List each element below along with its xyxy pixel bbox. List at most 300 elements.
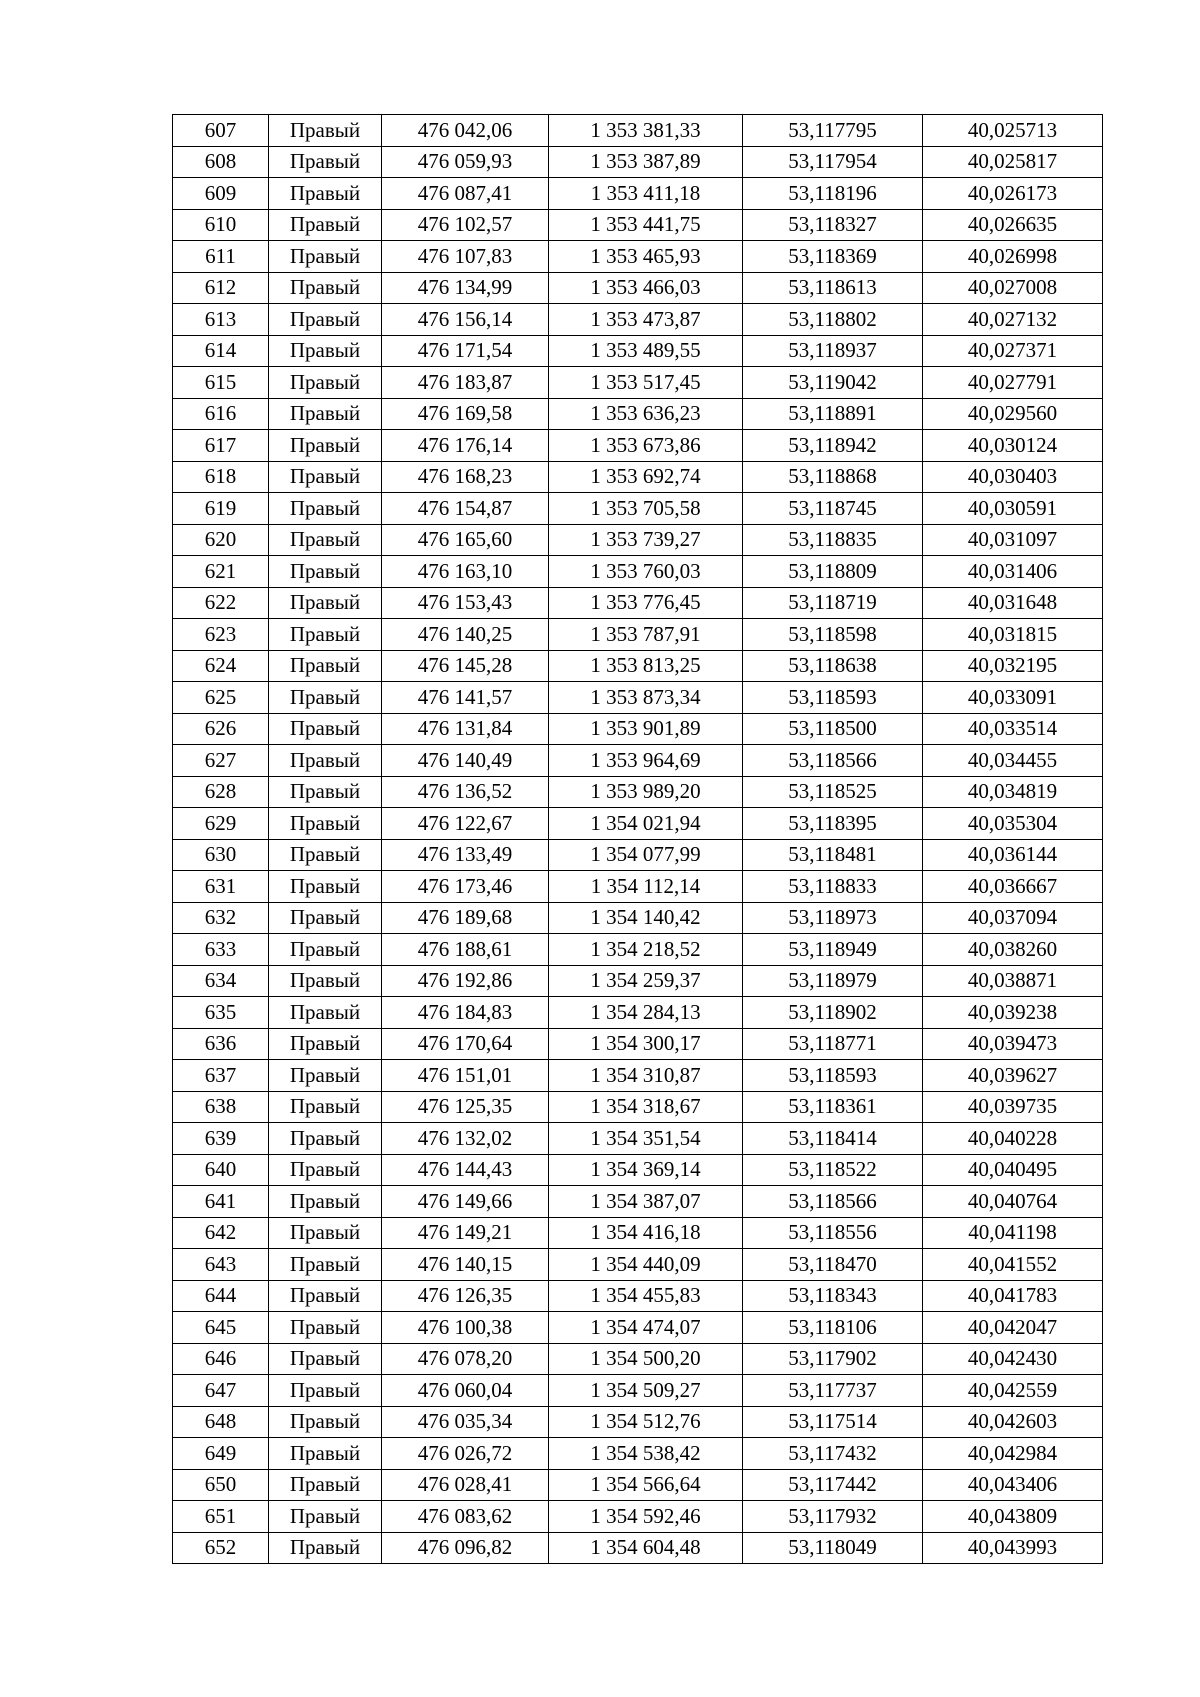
latitude-cell: 53,118902 (743, 997, 923, 1029)
x-coordinate-cell: 476 035,34 (382, 1406, 549, 1438)
x-coordinate-cell: 476 087,41 (382, 178, 549, 210)
table-row (173, 871, 1103, 903)
table-row (173, 1154, 1103, 1186)
latitude-cell: 53,118613 (743, 272, 923, 304)
longitude-cell: 40,041552 (923, 1249, 1103, 1281)
table-row (173, 776, 1103, 808)
point-number-cell: 625 (173, 682, 269, 714)
latitude-cell: 53,118566 (743, 745, 923, 777)
table-row (173, 1123, 1103, 1155)
y-coordinate-cell: 1 354 592,46 (549, 1501, 743, 1533)
bank-side-cell: Правый (269, 1438, 382, 1470)
longitude-cell: 40,042559 (923, 1375, 1103, 1407)
longitude-cell: 40,038871 (923, 965, 1103, 997)
longitude-cell: 40,043406 (923, 1469, 1103, 1501)
table-row (173, 430, 1103, 462)
bank-side-cell: Правый (269, 745, 382, 777)
latitude-cell: 53,117737 (743, 1375, 923, 1407)
y-coordinate-cell: 1 354 500,20 (549, 1343, 743, 1375)
point-number-cell: 641 (173, 1186, 269, 1218)
y-coordinate-cell: 1 353 989,20 (549, 776, 743, 808)
table-row (173, 115, 1103, 147)
bank-side-cell: Правый (269, 682, 382, 714)
longitude-cell: 40,036144 (923, 839, 1103, 871)
table-row (173, 934, 1103, 966)
x-coordinate-cell: 476 176,14 (382, 430, 549, 462)
y-coordinate-cell: 1 354 318,67 (549, 1091, 743, 1123)
latitude-cell: 53,118395 (743, 808, 923, 840)
bank-side-cell: Правый (269, 335, 382, 367)
table-row (173, 1217, 1103, 1249)
table-row (173, 367, 1103, 399)
x-coordinate-cell: 476 168,23 (382, 461, 549, 493)
x-coordinate-cell: 476 173,46 (382, 871, 549, 903)
x-coordinate-cell: 476 136,52 (382, 776, 549, 808)
x-coordinate-cell: 476 149,66 (382, 1186, 549, 1218)
longitude-cell: 40,043993 (923, 1532, 1103, 1564)
longitude-cell: 40,033091 (923, 682, 1103, 714)
bank-side-cell: Правый (269, 430, 382, 462)
table-row (173, 1532, 1103, 1564)
latitude-cell: 53,118525 (743, 776, 923, 808)
longitude-cell: 40,042047 (923, 1312, 1103, 1344)
coordinates-table-body (173, 115, 1103, 1564)
longitude-cell: 40,040764 (923, 1186, 1103, 1218)
y-coordinate-cell: 1 354 455,83 (549, 1280, 743, 1312)
longitude-cell: 40,039627 (923, 1060, 1103, 1092)
table-row (173, 1312, 1103, 1344)
latitude-cell: 53,118835 (743, 524, 923, 556)
x-coordinate-cell: 476 188,61 (382, 934, 549, 966)
bank-side-cell: Правый (269, 808, 382, 840)
latitude-cell: 53,119042 (743, 367, 923, 399)
y-coordinate-cell: 1 353 739,27 (549, 524, 743, 556)
longitude-cell: 40,036667 (923, 871, 1103, 903)
table-row (173, 524, 1103, 556)
table-row (173, 272, 1103, 304)
point-number-cell: 618 (173, 461, 269, 493)
latitude-cell: 53,117432 (743, 1438, 923, 1470)
x-coordinate-cell: 476 169,58 (382, 398, 549, 430)
longitude-cell: 40,038260 (923, 934, 1103, 966)
y-coordinate-cell: 1 354 604,48 (549, 1532, 743, 1564)
x-coordinate-cell: 476 100,38 (382, 1312, 549, 1344)
y-coordinate-cell: 1 353 692,74 (549, 461, 743, 493)
x-coordinate-cell: 476 096,82 (382, 1532, 549, 1564)
x-coordinate-cell: 476 126,35 (382, 1280, 549, 1312)
point-number-cell: 620 (173, 524, 269, 556)
y-coordinate-cell: 1 353 705,58 (549, 493, 743, 525)
longitude-cell: 40,040495 (923, 1154, 1103, 1186)
y-coordinate-cell: 1 353 901,89 (549, 713, 743, 745)
bank-side-cell: Правый (269, 1186, 382, 1218)
table-row (173, 1438, 1103, 1470)
bank-side-cell: Правый (269, 272, 382, 304)
latitude-cell: 53,118500 (743, 713, 923, 745)
y-coordinate-cell: 1 354 310,87 (549, 1060, 743, 1092)
x-coordinate-cell: 476 102,57 (382, 209, 549, 241)
x-coordinate-cell: 476 133,49 (382, 839, 549, 871)
x-coordinate-cell: 476 156,14 (382, 304, 549, 336)
latitude-cell: 53,118771 (743, 1028, 923, 1060)
table-row (173, 1501, 1103, 1533)
bank-side-cell: Правый (269, 1375, 382, 1407)
y-coordinate-cell: 1 353 387,89 (549, 146, 743, 178)
x-coordinate-cell: 476 163,10 (382, 556, 549, 588)
point-number-cell: 624 (173, 650, 269, 682)
x-coordinate-cell: 476 132,02 (382, 1123, 549, 1155)
table-row (173, 493, 1103, 525)
latitude-cell: 53,118802 (743, 304, 923, 336)
bank-side-cell: Правый (269, 398, 382, 430)
bank-side-cell: Правый (269, 713, 382, 745)
longitude-cell: 40,031815 (923, 619, 1103, 651)
y-coordinate-cell: 1 353 964,69 (549, 745, 743, 777)
latitude-cell: 53,118719 (743, 587, 923, 619)
table-row (173, 304, 1103, 336)
latitude-cell: 53,117932 (743, 1501, 923, 1533)
longitude-cell: 40,030403 (923, 461, 1103, 493)
point-number-cell: 648 (173, 1406, 269, 1438)
table-row (173, 619, 1103, 651)
bank-side-cell: Правый (269, 650, 382, 682)
y-coordinate-cell: 1 354 416,18 (549, 1217, 743, 1249)
bank-side-cell: Правый (269, 178, 382, 210)
y-coordinate-cell: 1 354 566,64 (549, 1469, 743, 1501)
x-coordinate-cell: 476 170,64 (382, 1028, 549, 1060)
bank-side-cell: Правый (269, 839, 382, 871)
table-row (173, 1028, 1103, 1060)
bank-side-cell: Правый (269, 871, 382, 903)
longitude-cell: 40,042430 (923, 1343, 1103, 1375)
longitude-cell: 40,034819 (923, 776, 1103, 808)
table-row (173, 1280, 1103, 1312)
point-number-cell: 613 (173, 304, 269, 336)
point-number-cell: 633 (173, 934, 269, 966)
y-coordinate-cell: 1 353 673,86 (549, 430, 743, 462)
longitude-cell: 40,034455 (923, 745, 1103, 777)
table-row (173, 682, 1103, 714)
bank-side-cell: Правый (269, 556, 382, 588)
bank-side-cell: Правый (269, 493, 382, 525)
latitude-cell: 53,118593 (743, 1060, 923, 1092)
table-row (173, 808, 1103, 840)
latitude-cell: 53,117442 (743, 1469, 923, 1501)
y-coordinate-cell: 1 353 760,03 (549, 556, 743, 588)
longitude-cell: 40,031648 (923, 587, 1103, 619)
bank-side-cell: Правый (269, 1154, 382, 1186)
bank-side-cell: Правый (269, 965, 382, 997)
longitude-cell: 40,040228 (923, 1123, 1103, 1155)
table-row (173, 1406, 1103, 1438)
y-coordinate-cell: 1 354 284,13 (549, 997, 743, 1029)
y-coordinate-cell: 1 353 489,55 (549, 335, 743, 367)
table-row (173, 178, 1103, 210)
bank-side-cell: Правый (269, 934, 382, 966)
latitude-cell: 53,118343 (743, 1280, 923, 1312)
point-number-cell: 636 (173, 1028, 269, 1060)
table-row (173, 997, 1103, 1029)
bank-side-cell: Правый (269, 1312, 382, 1344)
point-number-cell: 616 (173, 398, 269, 430)
latitude-cell: 53,118973 (743, 902, 923, 934)
table-row (173, 1469, 1103, 1501)
longitude-cell: 40,039473 (923, 1028, 1103, 1060)
table-row (173, 1375, 1103, 1407)
y-coordinate-cell: 1 354 509,27 (549, 1375, 743, 1407)
table-row (173, 1343, 1103, 1375)
x-coordinate-cell: 476 140,25 (382, 619, 549, 651)
latitude-cell: 53,118327 (743, 209, 923, 241)
bank-side-cell: Правый (269, 619, 382, 651)
latitude-cell: 53,117954 (743, 146, 923, 178)
latitude-cell: 53,118361 (743, 1091, 923, 1123)
table-row (173, 839, 1103, 871)
x-coordinate-cell: 476 078,20 (382, 1343, 549, 1375)
table-row (173, 965, 1103, 997)
longitude-cell: 40,029560 (923, 398, 1103, 430)
point-number-cell: 652 (173, 1532, 269, 1564)
latitude-cell: 53,118593 (743, 682, 923, 714)
table-row (173, 335, 1103, 367)
x-coordinate-cell: 476 141,57 (382, 682, 549, 714)
bank-side-cell: Правый (269, 587, 382, 619)
x-coordinate-cell: 476 183,87 (382, 367, 549, 399)
table-row (173, 241, 1103, 273)
y-coordinate-cell: 1 353 787,91 (549, 619, 743, 651)
y-coordinate-cell: 1 353 441,75 (549, 209, 743, 241)
point-number-cell: 608 (173, 146, 269, 178)
bank-side-cell: Правый (269, 1343, 382, 1375)
point-number-cell: 612 (173, 272, 269, 304)
x-coordinate-cell: 476 028,41 (382, 1469, 549, 1501)
point-number-cell: 627 (173, 745, 269, 777)
y-coordinate-cell: 1 353 636,23 (549, 398, 743, 430)
x-coordinate-cell: 476 140,49 (382, 745, 549, 777)
longitude-cell: 40,026173 (923, 178, 1103, 210)
point-number-cell: 638 (173, 1091, 269, 1123)
latitude-cell: 53,118598 (743, 619, 923, 651)
longitude-cell: 40,032195 (923, 650, 1103, 682)
x-coordinate-cell: 476 134,99 (382, 272, 549, 304)
bank-side-cell: Правый (269, 115, 382, 147)
x-coordinate-cell: 476 149,21 (382, 1217, 549, 1249)
latitude-cell: 53,118868 (743, 461, 923, 493)
latitude-cell: 53,118414 (743, 1123, 923, 1155)
point-number-cell: 621 (173, 556, 269, 588)
table-row (173, 745, 1103, 777)
longitude-cell: 40,027791 (923, 367, 1103, 399)
table-row (173, 146, 1103, 178)
coordinates-table (172, 114, 1103, 1564)
bank-side-cell: Правый (269, 1501, 382, 1533)
latitude-cell: 53,118556 (743, 1217, 923, 1249)
y-coordinate-cell: 1 354 021,94 (549, 808, 743, 840)
longitude-cell: 40,041783 (923, 1280, 1103, 1312)
table-row (173, 398, 1103, 430)
x-coordinate-cell: 476 059,93 (382, 146, 549, 178)
x-coordinate-cell: 476 131,84 (382, 713, 549, 745)
table-row (173, 1060, 1103, 1092)
longitude-cell: 40,026998 (923, 241, 1103, 273)
point-number-cell: 642 (173, 1217, 269, 1249)
bank-side-cell: Правый (269, 776, 382, 808)
y-coordinate-cell: 1 354 387,07 (549, 1186, 743, 1218)
point-number-cell: 649 (173, 1438, 269, 1470)
y-coordinate-cell: 1 354 259,37 (549, 965, 743, 997)
point-number-cell: 611 (173, 241, 269, 273)
point-number-cell: 643 (173, 1249, 269, 1281)
latitude-cell: 53,117795 (743, 115, 923, 147)
point-number-cell: 623 (173, 619, 269, 651)
longitude-cell: 40,027008 (923, 272, 1103, 304)
bank-side-cell: Правый (269, 1249, 382, 1281)
point-number-cell: 639 (173, 1123, 269, 1155)
latitude-cell: 53,118522 (743, 1154, 923, 1186)
table-row (173, 209, 1103, 241)
bank-side-cell: Правый (269, 209, 382, 241)
y-coordinate-cell: 1 354 300,17 (549, 1028, 743, 1060)
bank-side-cell: Правый (269, 1217, 382, 1249)
longitude-cell: 40,033514 (923, 713, 1103, 745)
point-number-cell: 640 (173, 1154, 269, 1186)
bank-side-cell: Правый (269, 461, 382, 493)
y-coordinate-cell: 1 354 112,14 (549, 871, 743, 903)
latitude-cell: 53,118566 (743, 1186, 923, 1218)
bank-side-cell: Правый (269, 367, 382, 399)
point-number-cell: 615 (173, 367, 269, 399)
longitude-cell: 40,041198 (923, 1217, 1103, 1249)
y-coordinate-cell: 1 354 140,42 (549, 902, 743, 934)
bank-side-cell: Правый (269, 241, 382, 273)
y-coordinate-cell: 1 354 474,07 (549, 1312, 743, 1344)
latitude-cell: 53,118942 (743, 430, 923, 462)
x-coordinate-cell: 476 107,83 (382, 241, 549, 273)
x-coordinate-cell: 476 165,60 (382, 524, 549, 556)
longitude-cell: 40,027371 (923, 335, 1103, 367)
point-number-cell: 617 (173, 430, 269, 462)
bank-side-cell: Правый (269, 1091, 382, 1123)
longitude-cell: 40,039238 (923, 997, 1103, 1029)
y-coordinate-cell: 1 354 351,54 (549, 1123, 743, 1155)
longitude-cell: 40,031097 (923, 524, 1103, 556)
point-number-cell: 635 (173, 997, 269, 1029)
x-coordinate-cell: 476 125,35 (382, 1091, 549, 1123)
point-number-cell: 651 (173, 1501, 269, 1533)
bank-side-cell: Правый (269, 997, 382, 1029)
x-coordinate-cell: 476 184,83 (382, 997, 549, 1029)
table-row (173, 1186, 1103, 1218)
x-coordinate-cell: 476 189,68 (382, 902, 549, 934)
latitude-cell: 53,118949 (743, 934, 923, 966)
longitude-cell: 40,039735 (923, 1091, 1103, 1123)
bank-side-cell: Правый (269, 1469, 382, 1501)
table-row (173, 713, 1103, 745)
x-coordinate-cell: 476 145,28 (382, 650, 549, 682)
longitude-cell: 40,042984 (923, 1438, 1103, 1470)
y-coordinate-cell: 1 353 873,34 (549, 682, 743, 714)
point-number-cell: 609 (173, 178, 269, 210)
longitude-cell: 40,025817 (923, 146, 1103, 178)
latitude-cell: 53,118106 (743, 1312, 923, 1344)
bank-side-cell: Правый (269, 1028, 382, 1060)
point-number-cell: 626 (173, 713, 269, 745)
y-coordinate-cell: 1 354 369,14 (549, 1154, 743, 1186)
table-row (173, 650, 1103, 682)
x-coordinate-cell: 476 154,87 (382, 493, 549, 525)
bank-side-cell: Правый (269, 902, 382, 934)
latitude-cell: 53,118369 (743, 241, 923, 273)
point-number-cell: 619 (173, 493, 269, 525)
point-number-cell: 650 (173, 1469, 269, 1501)
table-row (173, 1249, 1103, 1281)
point-number-cell: 634 (173, 965, 269, 997)
y-coordinate-cell: 1 354 440,09 (549, 1249, 743, 1281)
latitude-cell: 53,117514 (743, 1406, 923, 1438)
point-number-cell: 647 (173, 1375, 269, 1407)
bank-side-cell: Правый (269, 524, 382, 556)
y-coordinate-cell: 1 354 077,99 (549, 839, 743, 871)
x-coordinate-cell: 476 192,86 (382, 965, 549, 997)
bank-side-cell: Правый (269, 1532, 382, 1564)
point-number-cell: 628 (173, 776, 269, 808)
bank-side-cell: Правый (269, 1060, 382, 1092)
table-row (173, 556, 1103, 588)
y-coordinate-cell: 1 353 381,33 (549, 115, 743, 147)
table-row (173, 902, 1103, 934)
longitude-cell: 40,027132 (923, 304, 1103, 336)
bank-side-cell: Правый (269, 1123, 382, 1155)
point-number-cell: 631 (173, 871, 269, 903)
longitude-cell: 40,031406 (923, 556, 1103, 588)
latitude-cell: 53,118481 (743, 839, 923, 871)
bank-side-cell: Правый (269, 1280, 382, 1312)
latitude-cell: 53,118470 (743, 1249, 923, 1281)
latitude-cell: 53,118638 (743, 650, 923, 682)
latitude-cell: 53,118745 (743, 493, 923, 525)
y-coordinate-cell: 1 353 813,25 (549, 650, 743, 682)
y-coordinate-cell: 1 354 218,52 (549, 934, 743, 966)
point-number-cell: 637 (173, 1060, 269, 1092)
longitude-cell: 40,030591 (923, 493, 1103, 525)
x-coordinate-cell: 476 144,43 (382, 1154, 549, 1186)
point-number-cell: 644 (173, 1280, 269, 1312)
longitude-cell: 40,030124 (923, 430, 1103, 462)
y-coordinate-cell: 1 353 465,93 (549, 241, 743, 273)
x-coordinate-cell: 476 122,67 (382, 808, 549, 840)
latitude-cell: 53,117902 (743, 1343, 923, 1375)
longitude-cell: 40,035304 (923, 808, 1103, 840)
x-coordinate-cell: 476 171,54 (382, 335, 549, 367)
point-number-cell: 646 (173, 1343, 269, 1375)
longitude-cell: 40,025713 (923, 115, 1103, 147)
y-coordinate-cell: 1 353 466,03 (549, 272, 743, 304)
table-row (173, 461, 1103, 493)
point-number-cell: 630 (173, 839, 269, 871)
latitude-cell: 53,118937 (743, 335, 923, 367)
latitude-cell: 53,118049 (743, 1532, 923, 1564)
point-number-cell: 622 (173, 587, 269, 619)
latitude-cell: 53,118979 (743, 965, 923, 997)
latitude-cell: 53,118196 (743, 178, 923, 210)
y-coordinate-cell: 1 354 512,76 (549, 1406, 743, 1438)
longitude-cell: 40,026635 (923, 209, 1103, 241)
longitude-cell: 40,042603 (923, 1406, 1103, 1438)
y-coordinate-cell: 1 353 411,18 (549, 178, 743, 210)
y-coordinate-cell: 1 353 517,45 (549, 367, 743, 399)
point-number-cell: 645 (173, 1312, 269, 1344)
x-coordinate-cell: 476 153,43 (382, 587, 549, 619)
